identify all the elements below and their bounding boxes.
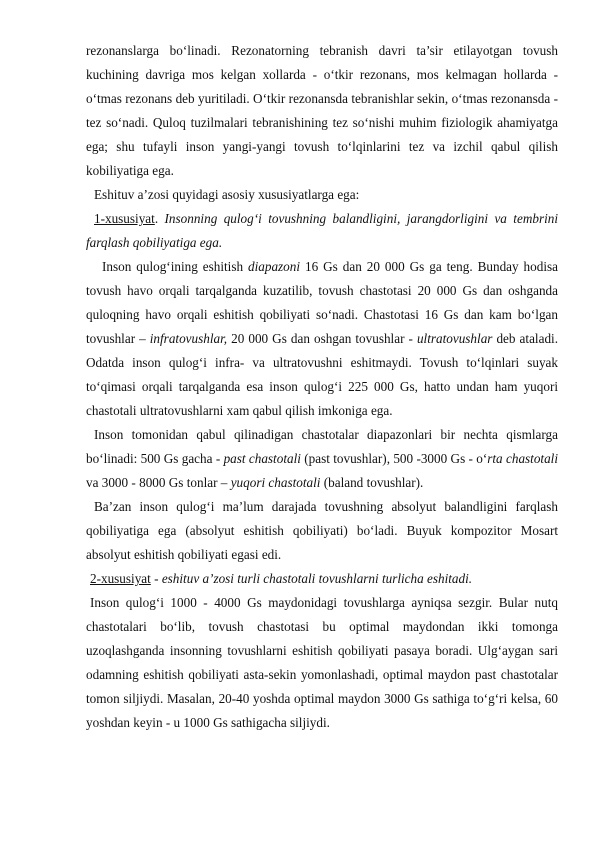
text-run: rta chastotali (487, 451, 559, 466)
text-run: 16 Gs dan 20 000 Gs ga teng. Bunday hodisa tovush havo orqali tarqalganda kuzatilib, tovush chastotasi 20 000 Gs dan oshganda quloqning havo orqali eshitish qobiliyati so‘nadi. Chastotasi 16 Gs dan kam bo‘lgan tovushlar – (86, 259, 558, 346)
text-run: rezonanslarga bo‘linadi. Rezonatorning tebranish davri ta’sir etilayotgan tovush kuchining davriga mos kelgan xollarda - o‘tkir rezonans, mos kelmagan hollarda - o‘tmas rezonans deb yuritiladi. O‘tkir rezonansda tebranishlar sekin, o‘tmas rezonansda - tez so‘nadi. Quloq tuzilmalari tebranishining tez so‘nishi muhim fiziologik ahamiyatga ega; shu tufayli inson yangi-yangi tovush to‘lqinlarini tez va izchil qabul qilish kobiliyatiga ega. (86, 43, 558, 178)
paragraph-p2 (86, 183, 558, 207)
text-run: (past tovushlar), 500 -3000 Gs - o‘ (300, 451, 488, 466)
text-run: . (154, 211, 165, 226)
text-run: ultratovushlar (416, 331, 493, 346)
text-run: Inson qulog‘i 1000 - 4000 Gs maydonidagi tovushlarga ayniqsa sezgir. Bular nutq chastotalari bo‘lib, tovush chastotasi bu optimal maydondan ikki tomonga uzoqlashganda insonning tovushlarni eshitish qobiliyati pasaya boradi. Ulg‘aygan sari odamning eshitish qobiliyati asta-sekin yomonlashadi, optimal maydon past chastotalar tomon siljiydi. Masalan, 20-40 yoshda optimal maydon 3000 Gs sathiga to‘g‘ri kelsa, 60 yoshdan keyin - u 1000 Gs sathigacha siljiydi. (86, 595, 558, 730)
text-run: 20 000 Gs dan oshgan tovushlar - (227, 331, 417, 346)
paragraph-p3 (86, 207, 558, 255)
text-run: va 3000 - 8000 Gs tonlar – (86, 475, 231, 490)
paragraph-p8 (86, 591, 558, 735)
text-run: Inson tomonidan qabul qilinadigan chastotalar diapazonlari bir nechta qismlarga bo‘linadi: 500 Gs gacha - (86, 427, 558, 466)
text-run: 2-xususiyat (90, 571, 151, 586)
text-run: deb ataladi. Odatda inson qulog‘i infra- va ultratovushni eshitmaydi. Tovush to‘lqinlari suyak to‘qimasi orqali tarqalganda esa inson qulog‘i 225 000 Gs, hatto undan ham yuqori chastotali ultratovushlarni xam qabul qilish imkoniga ega. (86, 331, 558, 418)
paragraph-p7 (86, 567, 558, 591)
text-run: Insonning qulog‘i tovushning balandligini, jarangdorligini va tembrini farqlash qobiliyatiga ega. (86, 211, 558, 250)
paragraph-p1 (86, 39, 558, 183)
document-page (86, 39, 558, 735)
text-run: past chastotali (223, 451, 301, 466)
text-run: eshituv a’zosi turli chastotali tovushlarni turlicha eshitadi. (161, 571, 473, 586)
paragraph-p4 (86, 255, 558, 423)
text-run: diapazoni (248, 259, 301, 274)
text-run: Inson qulog‘ining eshitish (102, 259, 249, 274)
text-run: Ba’zan inson qulog‘i ma’lum darajada tovushning absolyut balandligini farqlash qobiliyatiga ega (absolyut eshitish qobiliyati) bo‘ladi. Buyuk kompozitor Mosart absolyut eshitish qobiliyati egasi edi. (86, 499, 558, 562)
text-run: 1-xususiyat (94, 211, 155, 226)
text-run: yuqori chastotali (230, 475, 321, 490)
text-run: Eshituv a’zosi quyidagi asosiy xususiyatlarga ega: (94, 187, 360, 202)
text-run: (baland tovushlar). (320, 475, 424, 490)
text-run: - (150, 571, 162, 586)
paragraph-p6 (86, 495, 558, 567)
paragraph-p5 (86, 423, 558, 495)
text-run: infratovushlar, (149, 331, 228, 346)
